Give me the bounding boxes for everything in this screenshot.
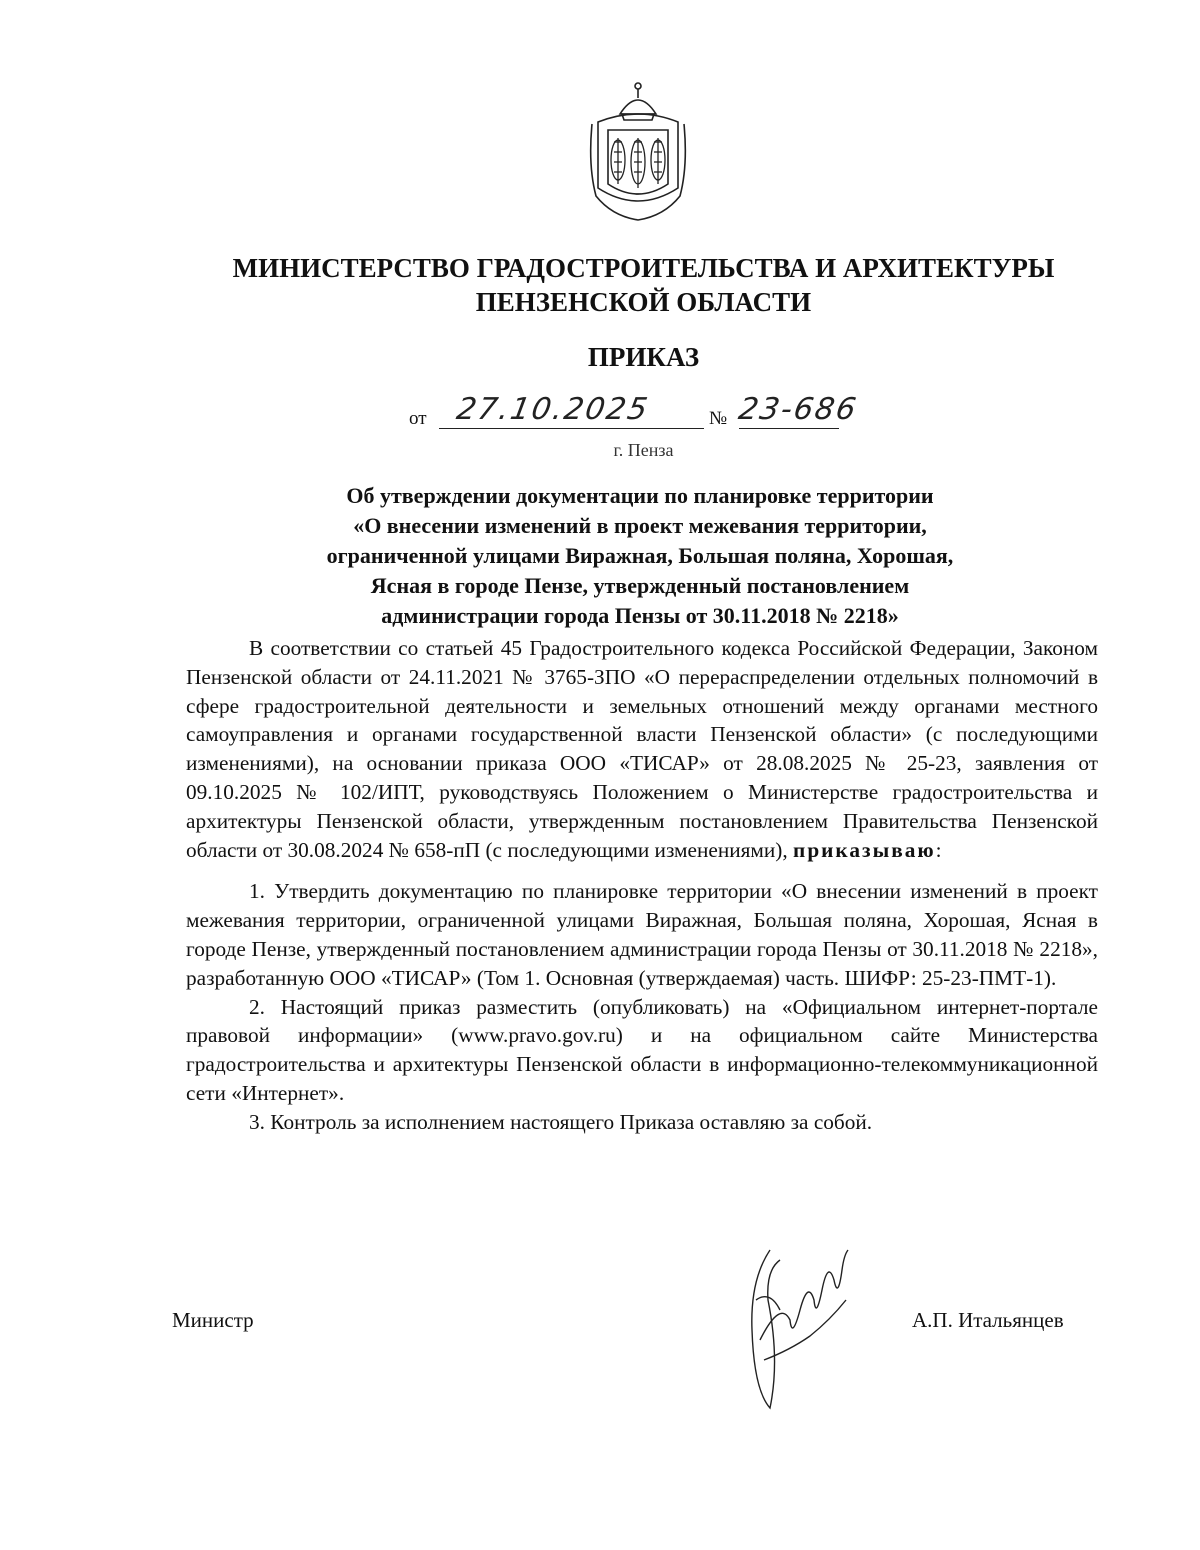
item-1: 1. Утвердить документацию по планировке территории «О внесении изменений в проект межевания территории, ограниченной улицами Виражная, Большая поляна, Хорошая, Ясная в городе Пензе, утвержденный постановлением администрации города Пензы от 30.11.2018 № 2218», разработанную ООО «ТИСАР» (Том 1. Основная (утверждаемая) часть. ШИФР: 25-23-ПМТ-1). xyxy=(186,879,1098,990)
number-underline xyxy=(739,428,839,429)
order-subject xyxy=(140,481,1140,631)
ministry-name xyxy=(0,251,1200,319)
handwritten-date: 27.10.2025 xyxy=(453,392,652,427)
subject-line-4: Ясная в городе Пензе, утвержденный постановлением xyxy=(370,573,910,598)
subject-line-1: Об утверждении документации по планировке территории xyxy=(346,483,934,508)
from-label: от xyxy=(409,408,427,429)
date-underline xyxy=(439,428,704,429)
handwritten-signature xyxy=(730,1240,860,1415)
handwritten-number: 23-686 xyxy=(735,392,861,427)
subject-line-3: ограниченной улицами Виражная, Большая поляна, Хорошая, xyxy=(326,543,954,568)
ministry-line-1: МИНИСТЕРСТВО ГРАДОСТРОИТЕЛЬСТВА И АРХИТЕКТУРЫ xyxy=(232,253,1055,283)
signer-title: Министр xyxy=(172,1308,254,1332)
coat-of-arms-emblem xyxy=(582,76,694,224)
order-colon: : xyxy=(935,837,942,862)
city-name: г. Пенза xyxy=(613,440,674,460)
order-body xyxy=(186,634,1098,1137)
order-date-number-row xyxy=(409,392,869,432)
document-type: ПРИКАЗ xyxy=(587,342,700,372)
order-word: приказываю xyxy=(793,837,936,862)
ministry-line-2: ПЕНЗЕНСКОЙ ОБЛАСТИ xyxy=(475,287,812,317)
preamble-text: В соответствии со статьей 45 Градостроительного кодекса Российской Федерации, Законом Пензенской области от 24.11.2021 № 3765-ЗПО «О перераспределении отдельных полномочий в сфере градостроительной деятельности и земельных отношений между органами местного самоуправления и органами государственной власти Пензенской области» (с последующими изменениями), на основании приказа ООО «ТИСАР» от 28.08.2025 № 25-23, заявления от 09.10.2025 № 102/ИПТ, руководствуясь Положением о Министерстве градостроительства и архитектуры Пензенской области, утвержденным постановлением Правительства Пензенской области от 30.08.2024 № 658-пП (с последующими изменениями), xyxy=(186,636,1098,862)
number-label: № xyxy=(709,408,728,429)
item-2: 2. Настоящий приказ разместить (опубликовать) на «Официальном интернет-портале правовой информации» (www.pravo.gov.ru) и на официальном сайте Министерства градостроительства и архитектуры Пензенской области в информационно-телекоммуникационной сети «Интернет». xyxy=(186,994,1098,1105)
item-3: 3. Контроль за исполнением настоящего Приказа оставляю за собой. xyxy=(249,1109,873,1134)
preamble-paragraph xyxy=(186,634,1098,864)
subject-line-2: «О внесении изменений в проект межевания территории, xyxy=(353,513,927,538)
signer-name: А.П. Итальянцев xyxy=(912,1308,1064,1332)
subject-line-5: администрации города Пензы от 30.11.2018 № 2218» xyxy=(381,603,899,628)
